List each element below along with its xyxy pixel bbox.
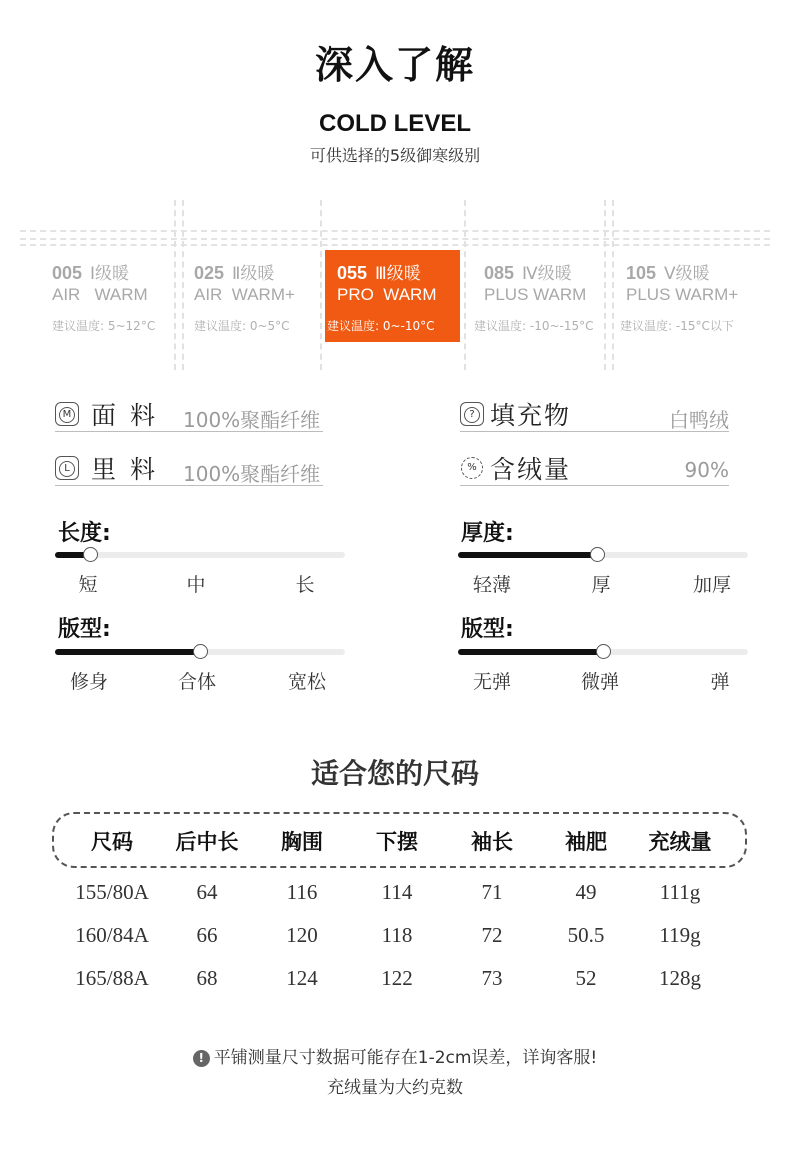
size-table-header-cell: 充绒量 bbox=[648, 830, 712, 854]
level-grade: Ⅲ级暖 bbox=[375, 264, 421, 284]
size-table-cell: 52 bbox=[575, 966, 597, 990]
size-table-cell: 116 bbox=[286, 880, 318, 904]
fabric-icon: M bbox=[55, 402, 79, 426]
level-grade: Ⅰ级暖 bbox=[90, 264, 130, 284]
fit-slider-fill bbox=[55, 649, 200, 655]
lining-value: 100%聚酯纤维 bbox=[183, 462, 321, 486]
level-code: 005 bbox=[52, 263, 83, 283]
size-table-header-cell: 尺码 bbox=[91, 830, 133, 854]
level-temp: 建议温度: -10~-15°C bbox=[474, 319, 594, 333]
level-temp: 建议温度: 5~12°C bbox=[52, 319, 156, 333]
size-table-cell: 160/84A bbox=[75, 923, 149, 947]
level-temp: 建议温度: 0~5°C bbox=[194, 319, 290, 333]
band-divider-top-3 bbox=[20, 244, 770, 246]
fit-slider-knob[interactable] bbox=[193, 644, 208, 659]
warning-icon: ! bbox=[193, 1050, 210, 1067]
size-table-cell: 124 bbox=[286, 966, 318, 990]
level-code: 105 bbox=[626, 263, 657, 283]
filling-label: 填充物 bbox=[490, 401, 572, 430]
fabric-row bbox=[55, 398, 323, 432]
length-tick-long: 长 bbox=[295, 574, 315, 596]
level-name: PRO WARM bbox=[337, 285, 437, 304]
fit-slider[interactable] bbox=[55, 649, 345, 655]
thickness-tick-light: 轻薄 bbox=[472, 574, 512, 596]
size-table-cell: 72 bbox=[481, 923, 503, 947]
size-table-cell: 71 bbox=[481, 880, 503, 904]
fabric-label: 面料 bbox=[91, 401, 170, 430]
size-table-cell: 111g bbox=[659, 880, 701, 904]
size-table-cell: 128g bbox=[659, 966, 701, 990]
band-divider-v1 bbox=[174, 200, 176, 370]
band-divider-top bbox=[20, 230, 770, 232]
size-table-cell: 118 bbox=[381, 923, 413, 947]
down-content-label: 含绒量 bbox=[490, 455, 572, 484]
thickness-title: 厚度: bbox=[461, 521, 514, 546]
cold-level-title: COLD LEVEL bbox=[318, 110, 471, 137]
size-table-header-cell: 袖肥 bbox=[565, 830, 607, 854]
size-table-cell: 50.5 bbox=[567, 923, 605, 947]
down-content-row bbox=[460, 452, 729, 486]
size-table-cell: 68 bbox=[196, 966, 218, 990]
elasticity-title: 版型: bbox=[461, 617, 514, 642]
band-divider-v2 bbox=[320, 200, 322, 370]
cold-level-2[interactable] bbox=[194, 250, 316, 342]
lining-label: 里料 bbox=[91, 455, 170, 484]
band-divider-v3 bbox=[464, 200, 466, 370]
band-divider-v1b bbox=[182, 200, 184, 370]
level-name: PLUS WARM bbox=[484, 285, 587, 304]
elasticity-tick-stretch: 弹 bbox=[710, 671, 730, 693]
cold-level-4[interactable] bbox=[474, 250, 602, 342]
measurement-note-text: 平铺测量尺寸数据可能存在1-2cm误差，详询客服! bbox=[213, 1048, 598, 1068]
thickness-tick-thick: 厚 bbox=[591, 574, 611, 596]
size-table-cell: 155/80A bbox=[75, 880, 149, 904]
length-tick-short: 短 bbox=[78, 574, 98, 596]
size-table-header-cell: 下摆 bbox=[376, 830, 418, 854]
size-table-cell: 120 bbox=[286, 923, 318, 947]
size-table-cell: 165/88A bbox=[75, 966, 149, 990]
question-icon: ? bbox=[460, 402, 484, 426]
size-table-header-cell: 胸围 bbox=[281, 830, 323, 854]
fabric-value: 100%聚酯纤维 bbox=[183, 408, 321, 432]
cold-level-subtitle: 可供选择的5级御寒级别 bbox=[309, 146, 481, 165]
level-temp: 建议温度: 0~-10°C bbox=[327, 319, 435, 333]
level-name: PLUS WARM+ bbox=[626, 285, 739, 304]
size-table-cell: 122 bbox=[381, 966, 413, 990]
size-table-cell: 73 bbox=[481, 966, 503, 990]
size-table-cell: 119g bbox=[659, 923, 701, 947]
length-slider[interactable] bbox=[55, 552, 345, 558]
percent-icon: % bbox=[460, 456, 484, 480]
elasticity-slider-fill bbox=[458, 649, 603, 655]
elasticity-tick-slight: 微弹 bbox=[580, 671, 620, 693]
size-table-title: 适合您的尺码 bbox=[310, 757, 479, 790]
fit-tick-regular: 合体 bbox=[177, 671, 217, 693]
cold-level-1[interactable] bbox=[52, 250, 172, 342]
length-tick-medium: 中 bbox=[186, 574, 206, 596]
fit-tick-loose: 宽松 bbox=[287, 671, 327, 693]
filling-row bbox=[460, 398, 729, 432]
down-weight-note: 充绒量为大约克数 bbox=[327, 1078, 463, 1098]
filling-value: 白鸭绒 bbox=[669, 408, 729, 432]
fit-tick-slim: 修身 bbox=[69, 671, 109, 693]
level-temp: 建议温度: -15°C以下 bbox=[620, 319, 734, 333]
band-divider-top-2 bbox=[20, 238, 770, 240]
size-table-cell: 66 bbox=[196, 923, 218, 947]
size-table-cell: 64 bbox=[196, 880, 218, 904]
level-name: AIR WARM bbox=[52, 285, 148, 304]
band-divider-v4 bbox=[604, 200, 606, 370]
length-title: 长度: bbox=[58, 521, 111, 546]
level-name: AIR WARM+ bbox=[194, 285, 295, 304]
size-table-cell: 49 bbox=[575, 880, 597, 904]
thickness-slider[interactable] bbox=[458, 552, 748, 558]
size-table-header-cell: 后中长 bbox=[175, 830, 239, 854]
fit-title: 版型: bbox=[58, 617, 111, 642]
lining-icon: L bbox=[55, 456, 79, 480]
elasticity-tick-none: 无弹 bbox=[472, 671, 512, 693]
elasticity-slider[interactable] bbox=[458, 649, 748, 655]
thickness-tick-extra: 加厚 bbox=[692, 574, 732, 596]
elasticity-slider-knob[interactable] bbox=[596, 644, 611, 659]
thickness-slider-knob[interactable] bbox=[590, 547, 605, 562]
level-grade: Ⅱ级暖 bbox=[232, 264, 275, 284]
thickness-slider-fill bbox=[458, 552, 597, 558]
down-content-value: 90% bbox=[684, 458, 729, 482]
level-code: 025 bbox=[194, 263, 225, 283]
page-title: 深入了解 bbox=[314, 43, 475, 87]
lining-row bbox=[55, 452, 323, 486]
cold-level-3-selected[interactable] bbox=[325, 250, 460, 342]
cold-level-5[interactable] bbox=[620, 250, 770, 342]
length-slider-knob[interactable] bbox=[83, 547, 98, 562]
cold-level-band bbox=[0, 200, 790, 370]
measurement-note bbox=[0, 1043, 790, 1068]
size-table-cell: 114 bbox=[381, 880, 413, 904]
band-divider-v4b bbox=[612, 200, 614, 370]
size-table-header-cell: 袖长 bbox=[471, 830, 513, 854]
level-code: 055 bbox=[337, 263, 368, 283]
level-code: 085 bbox=[484, 263, 515, 283]
level-grade: Ⅳ级暖 bbox=[522, 264, 572, 284]
level-grade: Ⅴ级暖 bbox=[664, 264, 710, 284]
